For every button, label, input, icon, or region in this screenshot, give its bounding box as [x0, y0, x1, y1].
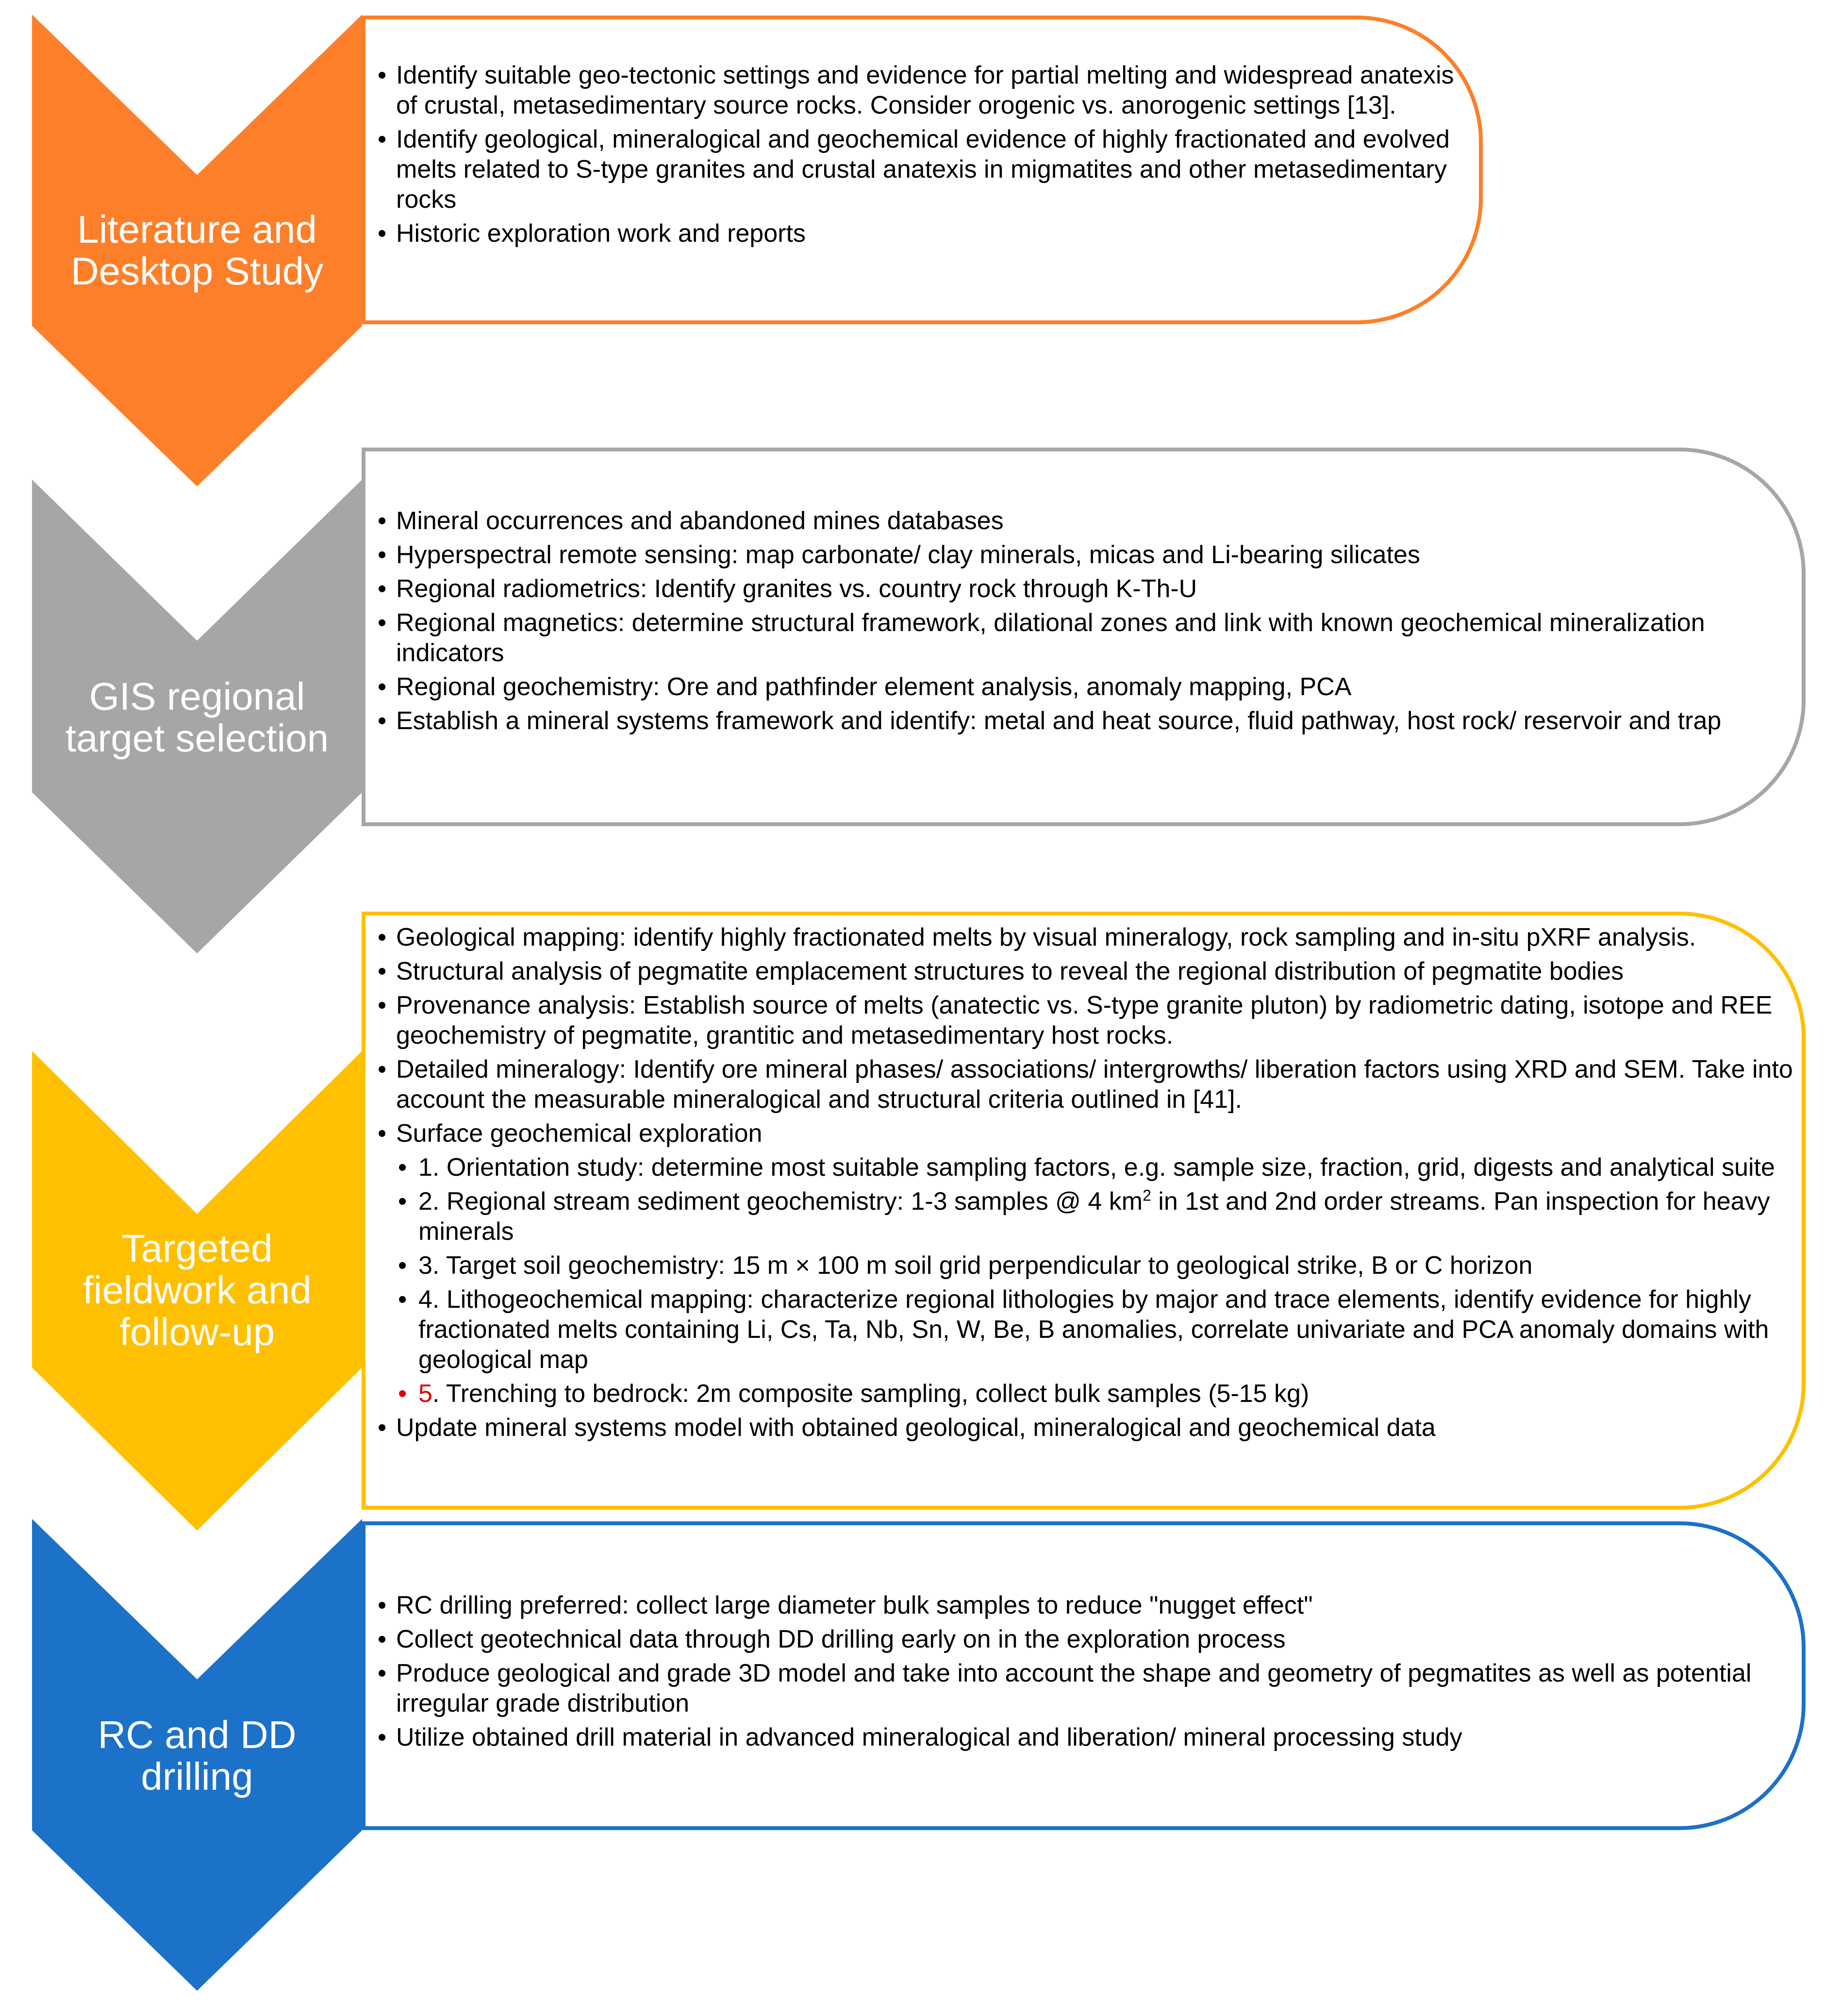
gis-label: GIS regional target selection	[65, 675, 329, 760]
fieldwork-label: Targeted fieldwork and follow-up	[83, 1227, 312, 1353]
list-item: • RC drilling preferred: collect large diameter bulk samples to reduce "nugget effect"	[374, 1590, 1788, 1620]
list-item: • Surface geochemical exploration	[374, 1118, 1807, 1149]
list-item: • Provenance analysis: Establish source of melts (anatectic vs. S-type granite pluton) by radiometric dating, isotope and REE geochemistry of pegmatite, grantitic and metasedimentary host rocks.	[374, 990, 1807, 1050]
drilling-list	[374, 1590, 1788, 1756]
literature-label: Literature and Desktop Study	[70, 208, 324, 293]
sub-list-item: • 5. Trenching to bedrock: 2m composite sampling, collect bulk samples (5-15 kg)	[374, 1379, 1807, 1409]
sub-list-item: • 2. Regional stream sediment geochemistry: 1-3 samples @ 4 $km^2$ in 1st and 2nd order streams. Pan inspection for heavy minerals	[374, 1186, 1807, 1247]
sub-list-item: • 1. Orientation study: determine most suitable sampling factors, e.g. sample size, fraction, grid, digests and analytical suite	[374, 1152, 1807, 1183]
list-item: • Regional radiometrics: Identify granites vs. country rock through K-Th-U	[374, 574, 1788, 604]
list-item: • Identify geological, mineralogical and geochemical evidence of highly fractionated and evolved melts related to S-type granites and crustal anatexis in migmatites and other metasedimentary rocks	[374, 124, 1477, 215]
highlighted-number: 5	[418, 1380, 432, 1408]
list-item: • Regional magnetics: determine structural framework, dilational zones and link with known geochemical mineralization indicators	[374, 608, 1788, 668]
list-item: • Historic exploration work and reports	[374, 218, 1477, 249]
list-item: • Regional geochemistry: Ore and pathfinder element analysis, anomaly mapping, PCA	[374, 672, 1788, 702]
list-item: • Identify suitable geo-tectonic settings and evidence for partial melting and widespread anatexis of crustal, metasedimentary source rocks. Consider orogenic vs. anorogenic settings [13].	[374, 60, 1477, 120]
list-item: • Mineral occurrences and abandoned mines databases	[374, 506, 1788, 536]
list-item: • Detailed mineralogy: Identify ore mineral phases/ associations/ intergrowths/ liberation factors using XRD and SEM. Take into account the measurable mineralogical and structural criteria outlined in [41].	[374, 1054, 1807, 1115]
literature-list	[374, 60, 1477, 252]
list-item: • Utilize obtained drill material in advanced mineralogical and liberation/ mineral processing study	[374, 1722, 1788, 1752]
fieldwork-list	[374, 922, 1807, 1447]
list-item: • Produce geological and grade 3D model and take into account the shape and geometry of pegmatites as well as potential irregular grade distribution	[374, 1658, 1788, 1718]
gis-list	[374, 506, 1788, 740]
list-item: • Structural analysis of pegmatite emplacement structures to reveal the regional distribution of pegmatite bodies	[374, 956, 1807, 986]
sub-list-item: • 4. Lithogeochemical mapping: characterize regional lithologies by major and trace elements, identify evidence for highly fractionated melts containing Li, Cs, Ta, Nb, Sn, W, Be, B anomalies, correlate univariate and PCA anomaly domains with geological map	[374, 1284, 1807, 1375]
list-item: • Update mineral systems model with obtained geological, mineralogical and geochemical data	[374, 1413, 1807, 1443]
list-item: • Collect geotechnical data through DD drilling early on in the exploration process	[374, 1624, 1788, 1654]
drilling-label: RC and DD drilling	[98, 1713, 297, 1798]
list-item: • Geological mapping: identify highly fractionated melts by visual mineralogy, rock sampling and in-situ pXRF analysis.	[374, 922, 1807, 952]
list-item: • Establish a mineral systems framework and identify: metal and heat source, fluid pathway, host rock/ reservoir and trap	[374, 706, 1788, 736]
sub-list-item: • 3. Target soil geochemistry: 15 m × 100 m soil grid perpendicular to geological strike, B or C horizon	[374, 1250, 1807, 1281]
list-item: • Hyperspectral remote sensing: map carbonate/ clay minerals, micas and Li-bearing silicates	[374, 540, 1788, 570]
